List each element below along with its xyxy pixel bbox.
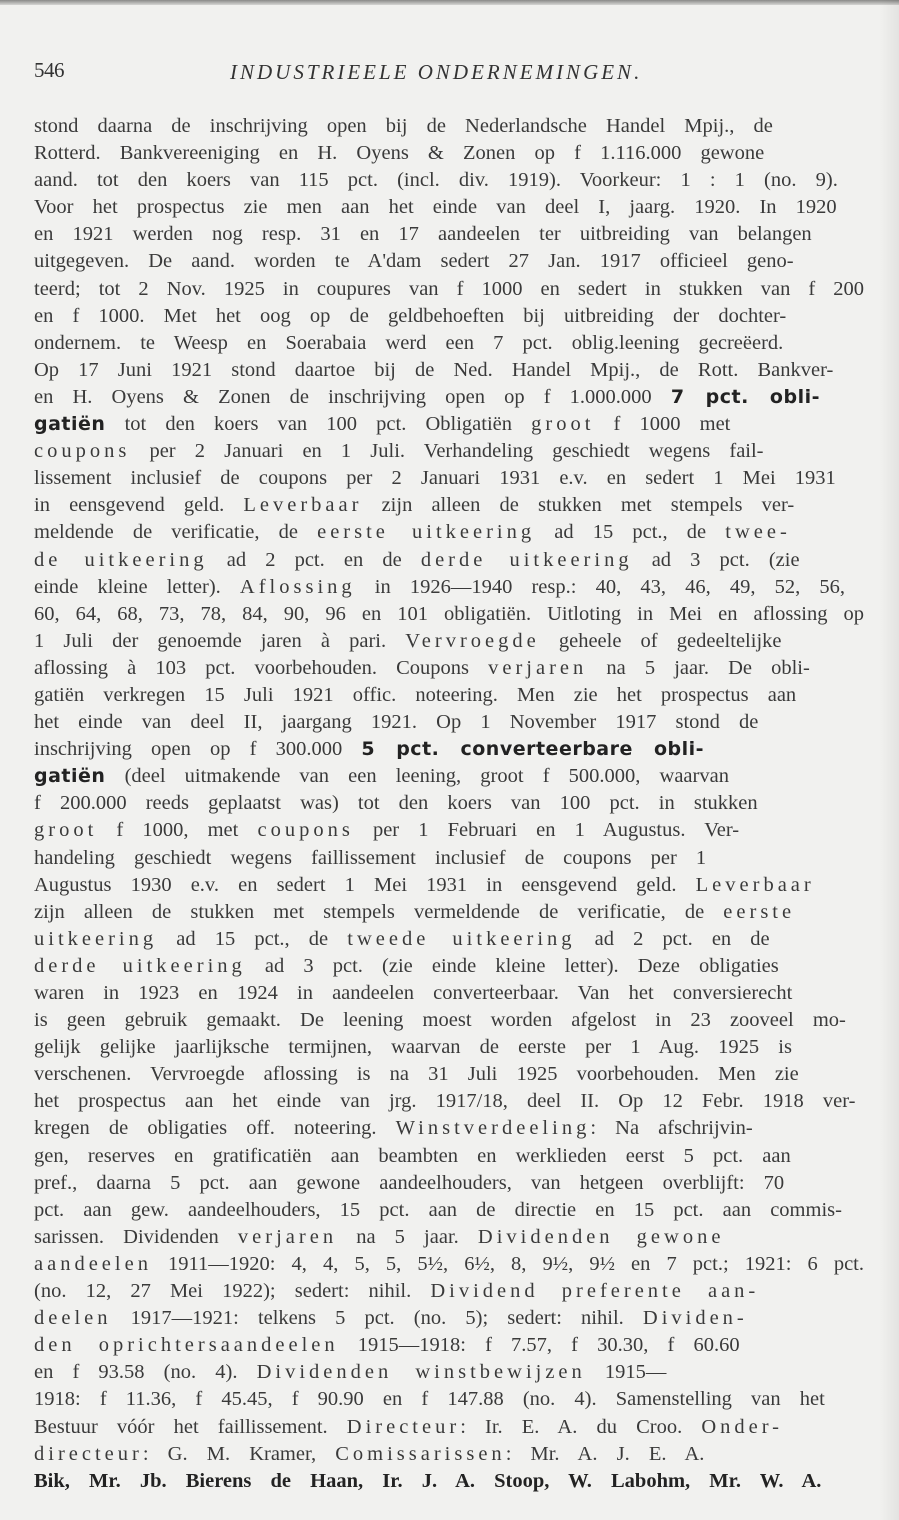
bold-heading-fragment: 7 pct. obli- — [670, 385, 820, 408]
text-line — [34, 384, 864, 411]
text-run: in 1926—1940 resp.: 40, 43, 46, 49, 52, 56, — [355, 575, 845, 598]
text-line — [34, 1386, 864, 1413]
spaced-term: Vervroegde — [405, 629, 540, 652]
spaced-term: Dividen- — [642, 1307, 748, 1330]
text-line — [34, 438, 864, 465]
text-run: en f 1000. Met het oog op de geldbehoeften bij uitbreiding der dochter- — [34, 304, 787, 327]
spaced-term: eerste uitkeering — [317, 521, 536, 544]
text-line — [34, 1305, 864, 1332]
text-line — [34, 736, 864, 763]
text-run: (deel uitmakende van een leening, groot f 500.000, waarvan — [105, 765, 729, 788]
text-line — [34, 194, 864, 221]
text-run: handeling geschiedt wegens faillissement inclusief de coupons per 1 — [34, 846, 707, 869]
text-line — [34, 1468, 864, 1495]
text-line — [34, 845, 864, 872]
text-line — [34, 1061, 864, 1088]
spaced-term: Comissarissen — [335, 1442, 506, 1465]
page-right-shadow — [879, 0, 899, 1520]
spaced-term: Directeur — [346, 1415, 461, 1438]
spaced-term: Onder- — [701, 1415, 784, 1438]
text-run: f 200.000 reeds geplaatst was) tot den koers van 100 pct. in stukken — [34, 792, 758, 815]
spaced-term: groot — [34, 819, 98, 842]
text-run: pref., daarna 5 pct. aan gewone aandeelhouders, van hetgeen overblijft: 70 — [34, 1171, 785, 1194]
text-run: pct. aan gew. aandeelhouders, 15 pct. aan de directie en 15 pct. aan commis- — [34, 1198, 842, 1221]
body-text — [34, 113, 864, 1495]
text-run: einde kleine letter). — [34, 575, 240, 598]
text-run: sarissen. Dividenden — [34, 1225, 238, 1248]
text-run: Op 17 Juni 1921 stond daartoe bij de Ned. Handel Mpij., de Rott. Bankver- — [34, 358, 834, 381]
text-run: Augustus 1930 e.v. en sedert 1 Mei 1931 in eensgevend geld. — [34, 873, 696, 896]
text-line — [34, 1414, 864, 1441]
text-run: teerd; tot 2 Nov. 1925 in coupures van f 1000 en sedert in stukken van f 200 — [34, 277, 864, 300]
text-line — [34, 140, 864, 167]
text-line — [34, 1251, 864, 1278]
text-line — [34, 1278, 864, 1305]
spaced-term: Leverbaar — [695, 873, 815, 896]
text-run: : Mr. A. J. E. A. — [505, 1442, 705, 1465]
page-number: 546 — [34, 58, 64, 82]
text-run: per 1 Februari en 1 Augustus. Ver- — [353, 819, 740, 842]
spaced-term: coupons — [257, 819, 354, 842]
text-run: ad 2 pct. en de — [207, 548, 421, 571]
text-line — [34, 953, 864, 980]
text-run: 60, 64, 68, 73, 78, 84, 90, 96 en 101 obligatiën. Uitloting in Mei en aflossing op — [34, 602, 864, 625]
bold-heading-fragment: 5 pct. converteerbare obli- — [361, 738, 705, 761]
text-line — [34, 926, 864, 953]
text-run: het prospectus aan het einde van jrg. 1917/18, deel II. Op 12 Febr. 1918 ver- — [34, 1090, 856, 1113]
text-line — [34, 899, 864, 926]
text-line — [34, 276, 864, 303]
text-run: en f 93.58 (no. 4). — [34, 1361, 257, 1384]
page-top-edge — [0, 0, 899, 5]
spaced-term: directeur — [34, 1442, 143, 1465]
spaced-term: uitkeering — [34, 927, 158, 950]
text-line — [34, 790, 864, 817]
text-line — [34, 465, 864, 492]
text-run: zijn alleen de stukken met stempels vermeldende de verificatie, de — [34, 900, 724, 923]
text-line — [34, 1332, 864, 1359]
text-line — [34, 221, 864, 248]
text-line — [34, 655, 864, 682]
text-run: verschenen. Vervroegde aflossing is na 31 Juli 1925 voorbehouden. Men zie — [34, 1063, 799, 1086]
text-run: per 2 Januari en 1 Juli. Verhandeling geschiedt wegens fail- — [130, 440, 764, 463]
text-line — [34, 1359, 864, 1386]
page-header — [34, 58, 864, 88]
bold-heading-fragment: gatiën — [34, 765, 106, 788]
text-run: 1 Juli der genoemde jaren à pari. — [34, 629, 406, 652]
text-line — [34, 519, 864, 546]
spaced-term: Dividenden gewone — [477, 1225, 725, 1248]
text-line — [34, 1170, 864, 1197]
text-line — [34, 872, 864, 899]
text-run: meldende de verificatie, de — [34, 521, 318, 544]
text-line — [34, 980, 864, 1007]
text-run: aand. tot den koers van 115 pct. (incl. div. 1919). Voorkeur: 1 : 1 (no. 9). — [34, 169, 838, 192]
text-line — [34, 682, 864, 709]
text-run: 1915—1918: f 7.57, f 30.30, f 60.60 — [338, 1334, 740, 1357]
spaced-term: aandeelen — [34, 1252, 152, 1275]
text-run: is geen gebruik gemaakt. De leening moest worden afgelost in 23 zooveel mo- — [34, 1009, 846, 1032]
text-line — [34, 574, 864, 601]
text-line — [34, 1441, 864, 1468]
spaced-term: twee- — [725, 521, 791, 544]
spaced-term: de uitkeering — [34, 548, 208, 571]
text-run: na 5 jaar. De obli- — [587, 656, 810, 679]
text-run: kregen de obligaties off. noteering. — [34, 1117, 396, 1140]
text-run: aflossing à 103 pct. voorbehouden. Coupons — [34, 656, 489, 679]
spaced-term: den oprichtersaandeelen — [34, 1334, 339, 1357]
running-title: INDUSTRIEELE ONDERNEMINGEN. — [230, 60, 643, 84]
text-run: geheele of gedeeltelijke — [539, 629, 782, 652]
text-line — [34, 709, 864, 736]
text-line — [34, 1197, 864, 1224]
text-run: ad 2 pct. en de — [575, 927, 770, 950]
text-run: zijn alleen de stukken met stempels ver- — [362, 494, 795, 517]
text-run: 1911—1920: 4, 4, 5, 5, 5½, 6½, 8, 9½, 9½ en 7 pct.; 1921: 6 pct. — [151, 1252, 864, 1275]
text-run: ad 3 pct. (zie — [632, 548, 800, 571]
spaced-term: derde uitkeering — [420, 548, 633, 571]
text-run: uitgegeven. De aand. worden te A'dam sedert 27 Jan. 1917 officieel geno- — [34, 250, 794, 273]
text-line — [34, 330, 864, 357]
spaced-term: tweede uitkeering — [347, 927, 576, 950]
spaced-term: Dividenden winstbewijzen — [256, 1361, 586, 1384]
text-run: Bestuur vóór het faillissement. — [34, 1415, 347, 1438]
bold-heading-fragment: gatiën — [34, 413, 106, 436]
text-line — [34, 411, 864, 438]
text-run: lissement inclusief de coupons per 2 Januari 1931 e.v. en sedert 1 Mei 1931 — [34, 467, 836, 490]
spaced-term: verjaren — [488, 656, 588, 679]
text-run: 1918: f 11.36, f 45.45, f 90.90 en f 147.88 (no. 4). Samenstelling van het — [34, 1388, 825, 1411]
text-run: ad 15 pct., de — [535, 521, 726, 544]
text-run: ondernem. te Weesp en Soerabaia werd een 7 pct. oblig.leening gecreëerd. — [34, 331, 784, 354]
text-run: ad 3 pct. (zie einde kleine letter). Deze obligaties — [245, 954, 779, 977]
spaced-term: groot — [531, 413, 595, 436]
text-run: Voor het prospectus zie men aan het einde van deel I, jaarg. 1920. In 1920 — [34, 196, 837, 219]
text-line — [34, 628, 864, 655]
spaced-term: derde uitkeering — [34, 954, 246, 977]
text-line — [34, 248, 864, 275]
text-run: gatiën verkregen 15 Juli 1921 offic. noteering. Men zie het prospectus aan — [34, 683, 797, 706]
text-run: f 1000 met — [594, 413, 731, 436]
text-run: inschrijving open op f 300.000 — [34, 738, 362, 761]
spaced-term: eerste — [723, 900, 796, 923]
text-line — [34, 601, 864, 628]
spaced-term: Dividend preferente aan- — [430, 1280, 760, 1303]
text-run: het einde van deel II, jaargang 1921. Op 1 November 1917 stond de — [34, 711, 759, 734]
text-run: gelijk gelijke jaarlijksche termijnen, waarvan de eerste per 1 Aug. 1925 is — [34, 1036, 792, 1059]
text-run: 1917—1921: telkens 5 pct. (no. 5); sedert: nihil. — [111, 1307, 643, 1330]
spaced-term: Winstverdeeling — [395, 1117, 591, 1140]
text-run: f 1000, met — [97, 819, 258, 842]
text-run: : Na afschrijvin- — [590, 1117, 753, 1140]
text-run: Rotterd. Bankvereeniging en H. Oyens & Zonen op f 1.116.000 gewone — [34, 142, 765, 165]
text-run: stond daarna de inschrijving open bij de Nederlandsche Handel Mpij., de — [34, 115, 773, 137]
text-run: tot den koers van 100 pct. Obligatiën — [105, 413, 532, 436]
text-line — [34, 763, 864, 790]
text-line — [34, 547, 864, 574]
text-run: : Ir. E. A. du Croo. — [460, 1415, 702, 1438]
text-run: in eensgevend geld. — [34, 494, 244, 517]
text-line — [34, 357, 864, 384]
text-run: na 5 jaar. — [337, 1225, 478, 1248]
text-line — [34, 1143, 864, 1170]
text-line — [34, 492, 864, 519]
spaced-term: coupons — [34, 440, 131, 463]
text-line — [34, 1007, 864, 1034]
text-line — [34, 817, 864, 844]
text-line — [34, 167, 864, 194]
text-run: : G. M. Kramer, — [142, 1442, 336, 1465]
text-line — [34, 303, 864, 330]
spaced-term: verjaren — [237, 1225, 338, 1248]
text-run: Bik, Mr. Jb. Bierens de Haan, Ir. J. A. Stoop, W. Labohm, Mr. W. A. — [34, 1469, 822, 1492]
text-run: (no. 12, 27 Mei 1922); sedert: nihil. — [34, 1280, 431, 1303]
text-run: ad 15 pct., de — [157, 927, 348, 950]
spaced-term: Aflossing — [239, 575, 356, 598]
text-run: gen, reserves en gratificatiën aan beambten en werklieden eerst 5 pct. aan — [34, 1144, 791, 1167]
spaced-term: deelen — [34, 1307, 112, 1330]
spaced-term: Leverbaar — [243, 494, 363, 517]
text-line — [34, 1034, 864, 1061]
text-run: en H. Oyens & Zonen de inschrijving open op f 1.000.000 — [34, 385, 671, 408]
text-line — [34, 1088, 864, 1115]
text-line — [34, 1224, 864, 1251]
text-run: en 1921 werden nog resp. 31 en 17 aandeelen ter uitbreiding van belangen — [34, 223, 812, 246]
text-line — [34, 113, 864, 140]
text-run: 1915— — [585, 1361, 667, 1384]
text-run: waren in 1923 en 1924 in aandeelen converteerbaar. Van het conversierecht — [34, 982, 793, 1004]
text-line — [34, 1115, 864, 1142]
